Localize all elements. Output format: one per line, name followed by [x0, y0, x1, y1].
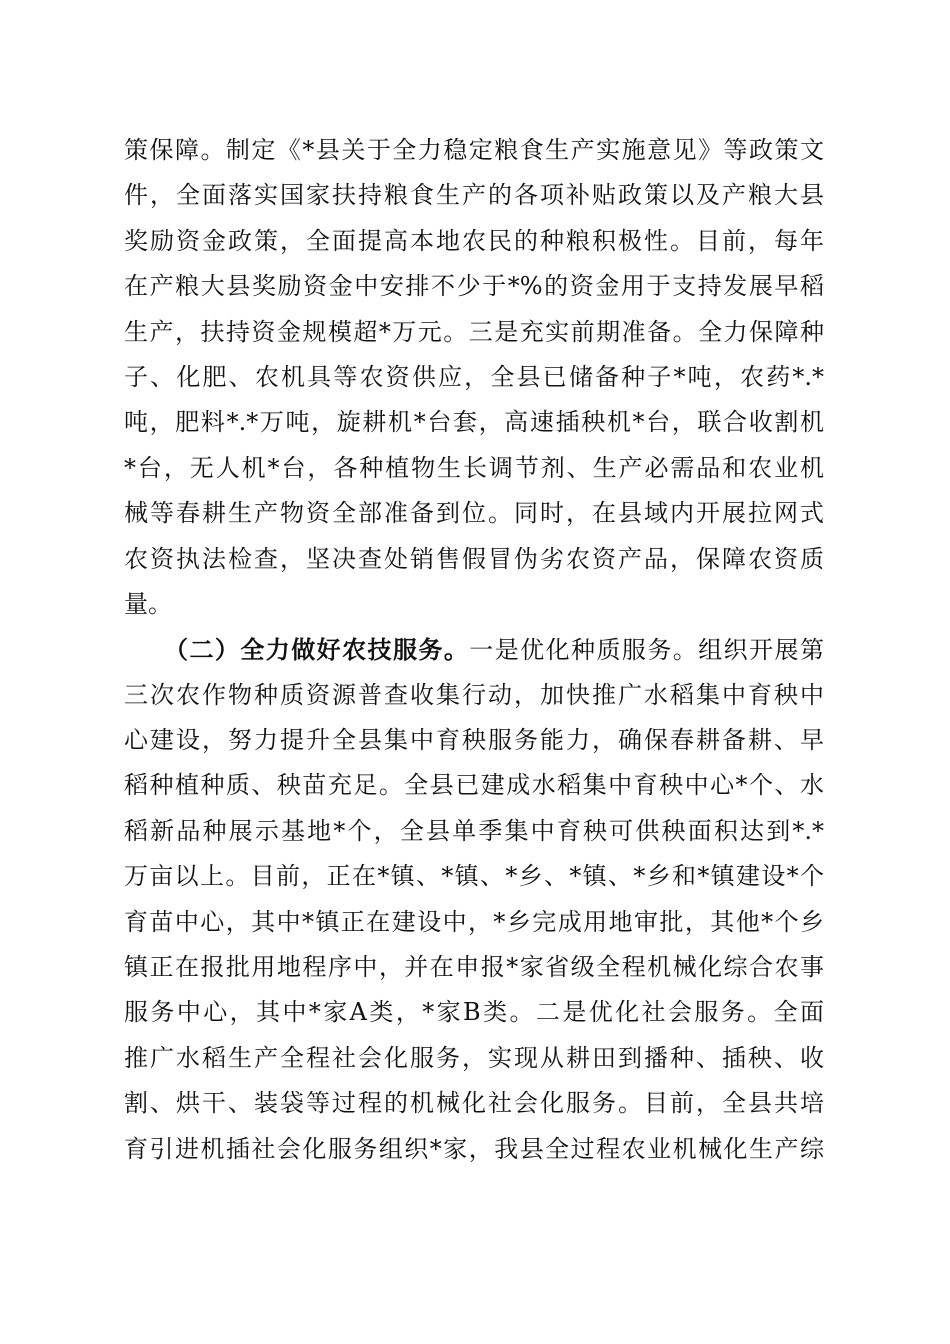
paragraph-line: 三次农作物种质资源普查收集行动，加快推广水稻集中育秧中 — [124, 680, 824, 709]
paragraph-line: 策保障。制定《*县关于全力稳定粮食生产实施意见》等政策文 — [124, 136, 824, 164]
paragraph-line: 吨，肥料*.*万吨，旋耕机*台套，高速插秧机*台，联合收割机 — [124, 408, 824, 437]
body-text — [124, 128, 824, 1172]
paragraph-line: 在产粮大县奖励资金中安排不少于*%的资金用于支持发展早稻 — [124, 272, 824, 301]
paragraph-line: 万亩以上。目前，正在*镇、*镇、*乡、*镇、*乡和*镇建设*个 — [124, 862, 824, 891]
paragraph-line: 推广水稻生产全程社会化服务，实现从耕田到播种、插秧、收 — [124, 1043, 824, 1072]
paragraph-line: 服务中心，其中*家A类，*家B类。二是优化社会服务。全面 — [124, 998, 824, 1027]
section-heading: （二）全力做好农技服务。 — [164, 635, 470, 665]
paragraph-line: 心建设，努力提升全县集中育秧服务能力，确保春耕备耕、早 — [124, 726, 824, 755]
paragraph-line: 割、烘干、装袋等过程的机械化社会化服务。目前，全县共培 — [124, 1089, 824, 1118]
section-first-line-text: 一是优化种质服务。组织开展第 — [469, 636, 825, 665]
paragraph-line: 量。 — [124, 589, 172, 618]
paragraph-line: 育引进机插社会化服务组织*家，我县全过程农业机械化生产综 — [124, 1134, 824, 1163]
paragraph-line: 奖励资金政策，全面提高本地农民的种粮积极性。目前，每年 — [124, 226, 824, 255]
section-heading-line — [124, 627, 824, 672]
paragraph-line: 件，全面落实国家扶持粮食生产的各项补贴政策以及产粮大县 — [124, 181, 824, 210]
paragraph-line: 农资执法检查，坚决查处销售假冒伪劣农资产品，保障农资质 — [124, 544, 824, 573]
paragraph-line: 生产，扶持资金规模超*万元。三是充实前期准备。全力保障种 — [124, 317, 824, 346]
paragraph-line: *台，无人机*台，各种植物生长调节剂、生产必需品和农业机 — [124, 453, 824, 482]
paragraph-line: 械等春耕生产物资全部准备到位。同时，在县域内开展拉网式 — [124, 499, 824, 528]
paragraph-line: 稻种植种质、秧苗充足。全县已建成水稻集中育秧中心*个、水 — [124, 771, 824, 800]
paragraph-line: 育苗中心，其中*镇正在建设中，*乡完成用地审批，其他*个乡 — [124, 907, 824, 936]
paragraph-line: 稻新品种展示基地*个，全县单季集中育秧可供秧面积达到*.* — [124, 816, 824, 845]
paragraph-line: 子、化肥、农机具等农资供应，全县已储备种子*吨，农药*.* — [124, 362, 824, 391]
paragraph-line: 镇正在报批用地程序中，并在申报*家省级全程机械化综合农事 — [124, 953, 824, 982]
